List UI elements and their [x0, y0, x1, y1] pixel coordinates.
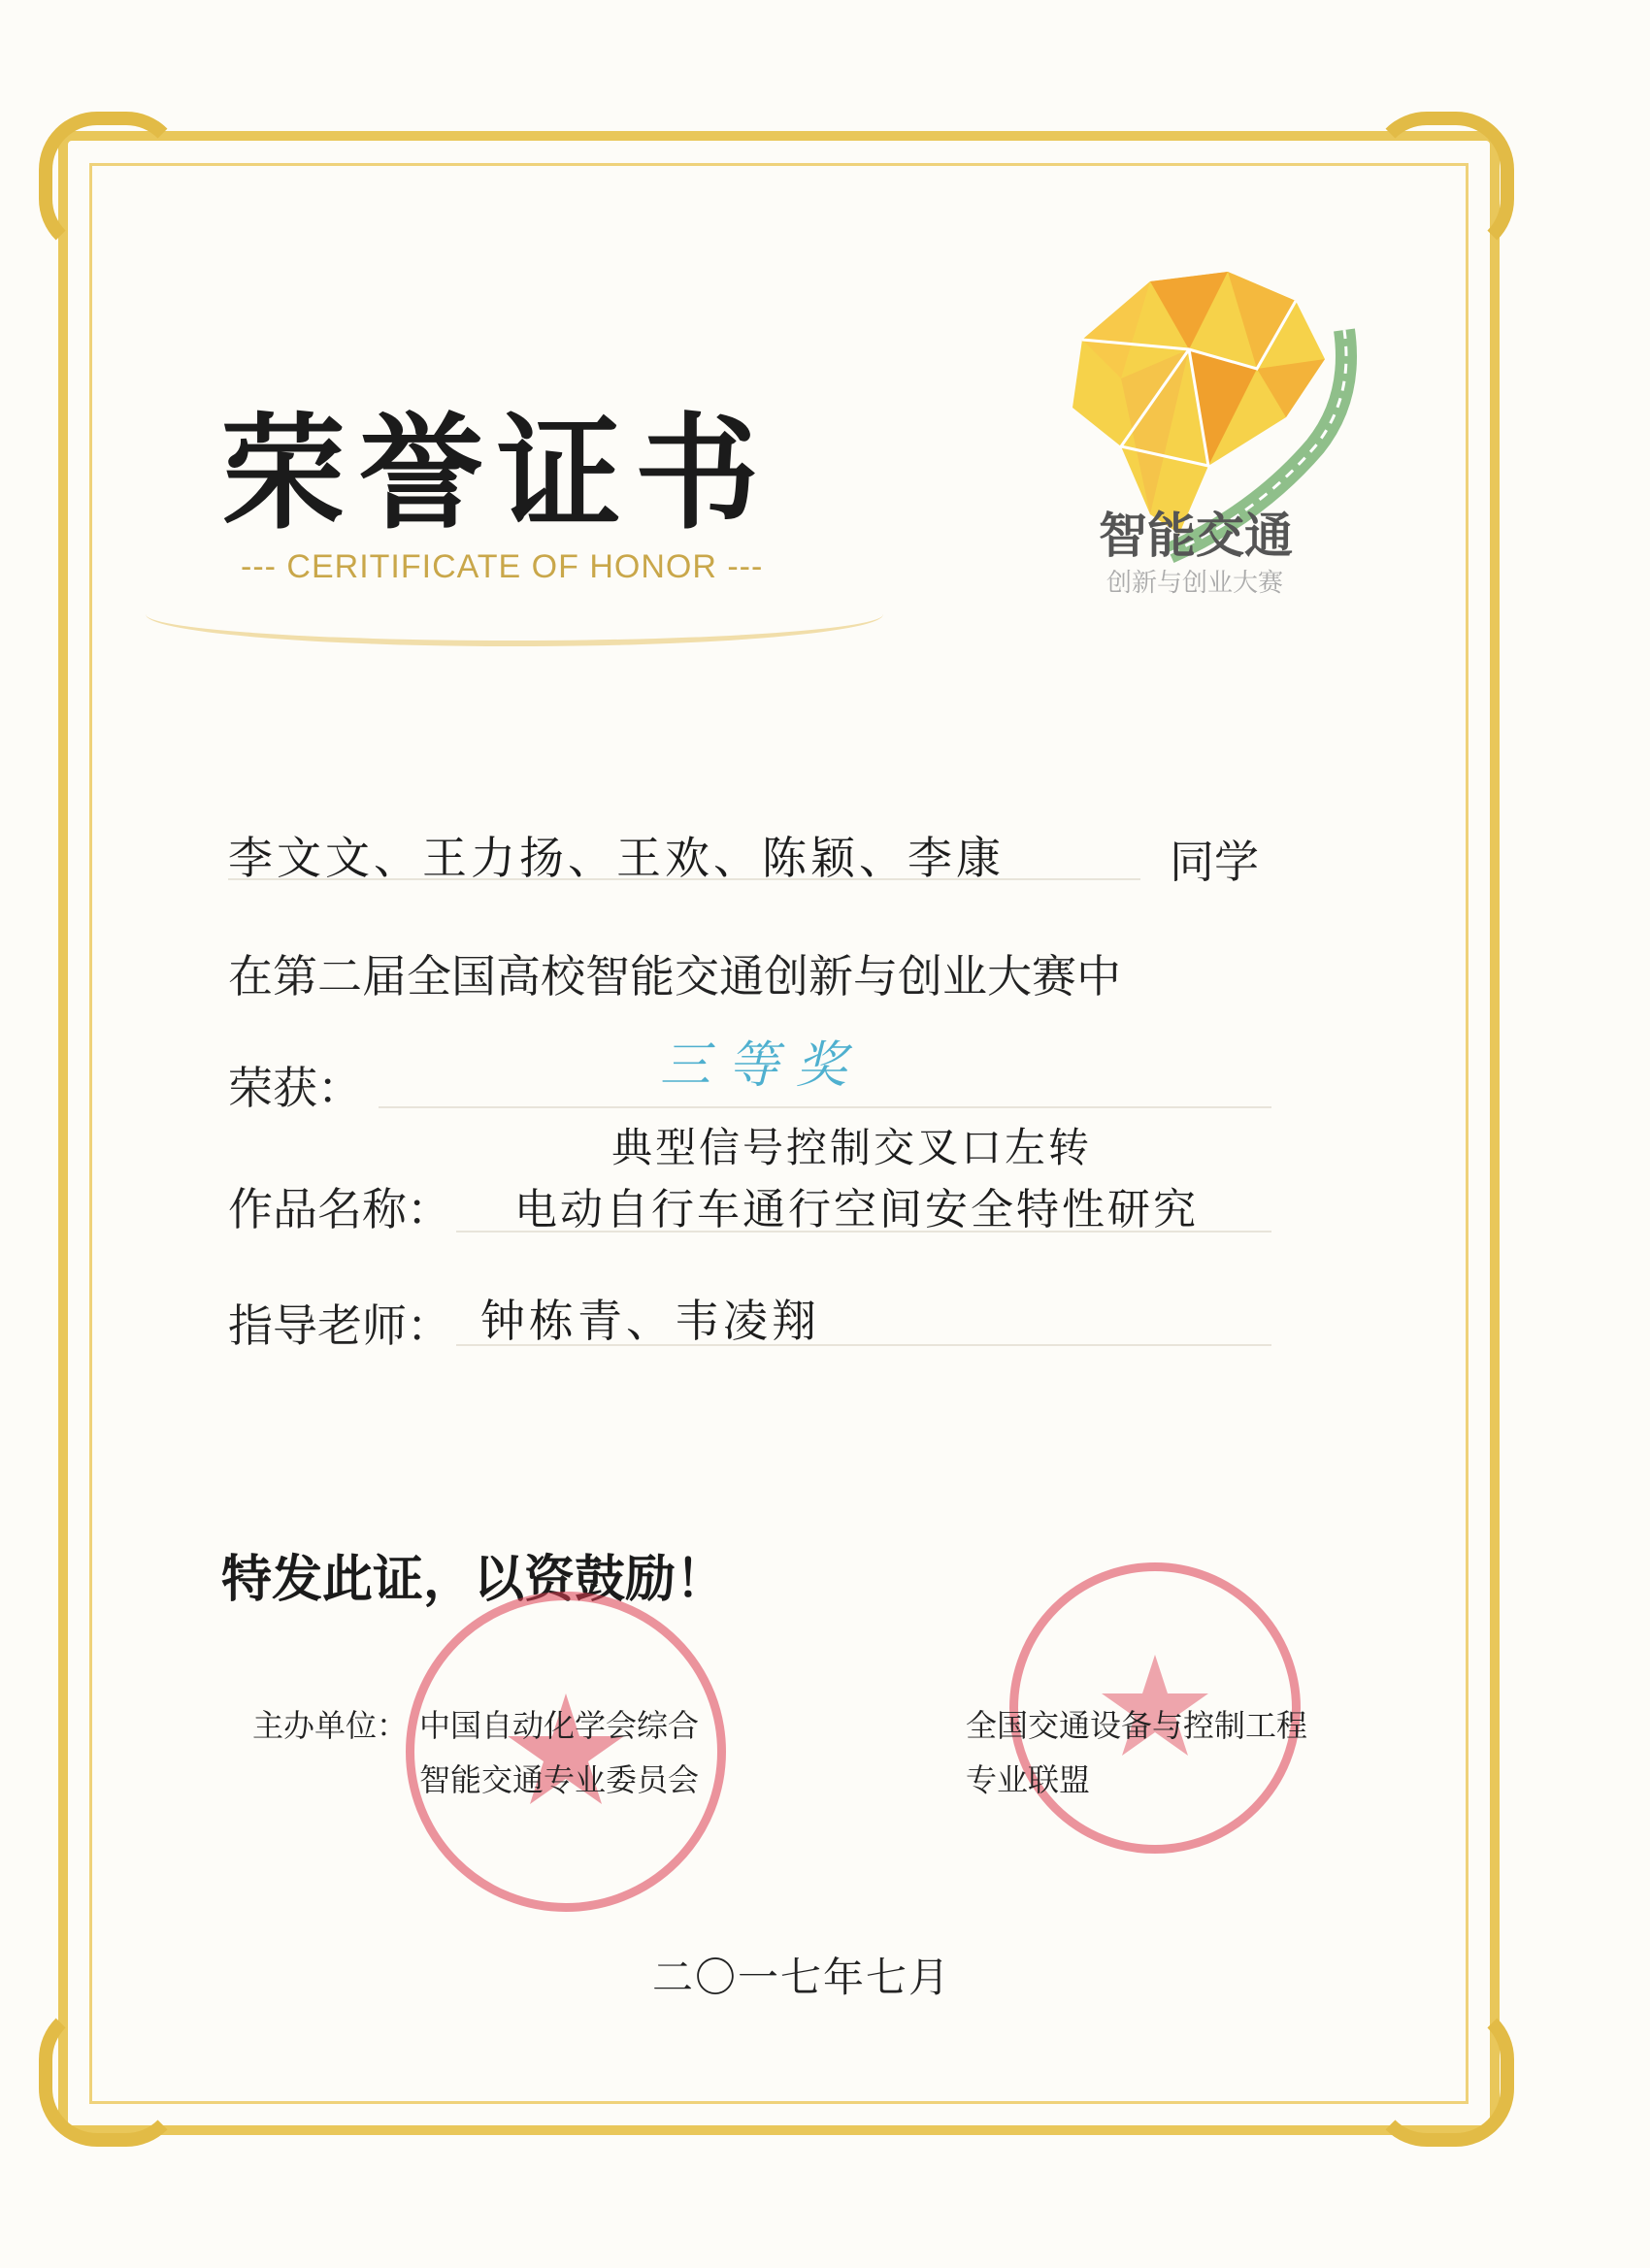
work-title-line2: 电动自行车通行空间安全特性研究	[514, 1185, 1199, 1234]
issue-date: 二〇一七年七月	[652, 1954, 952, 2001]
recipient-names: 李文文、王力扬、王欢、陈颖、李康	[228, 832, 1005, 884]
advisor-label: 指导老师：	[228, 1299, 451, 1352]
award-label: 荣获：	[228, 1062, 362, 1114]
work-title-line1: 典型信号控制交叉口左转	[611, 1124, 1093, 1171]
advisor-underline	[456, 1344, 1271, 1346]
work-underline	[456, 1231, 1271, 1233]
recipient-underline	[228, 878, 1140, 880]
corner-ornament-icon	[39, 2001, 184, 2147]
organizer-1-line2: 智能交通专业委员会	[419, 1761, 700, 1798]
logo-title: 智能交通	[1099, 508, 1293, 564]
corner-ornament-icon	[1369, 112, 1514, 257]
logo-subtitle: 创新与创业大赛	[1106, 569, 1284, 598]
work-label: 作品名称：	[228, 1183, 451, 1235]
organizer-label: 主办单位：	[252, 1707, 409, 1744]
organizer-2-line1: 全国交通设备与控制工程	[966, 1707, 1308, 1744]
organizer-2-line2: 专业联盟	[966, 1761, 1091, 1798]
organizer-1-line1: 中国自动化学会综合	[419, 1707, 700, 1744]
certificate-subtitle: --- CERITIFICATE OF HONOR ---	[241, 548, 764, 585]
closing-statement: 特发此证，以资鼓励！	[221, 1551, 727, 1609]
advisor-names: 钟栋青、韦凌翔	[480, 1295, 820, 1347]
award-value: 三等奖	[660, 1036, 865, 1095]
corner-ornament-icon	[39, 112, 184, 257]
recipient-suffix: 同学	[1170, 836, 1259, 888]
title-swoosh-decoration	[146, 582, 883, 646]
competition-line: 在第二届全国高校智能交通创新与创业大赛中	[228, 950, 1121, 1003]
corner-ornament-icon	[1369, 2001, 1514, 2147]
award-underline	[379, 1106, 1271, 1108]
certificate-title: 荣誉证书	[221, 402, 774, 546]
